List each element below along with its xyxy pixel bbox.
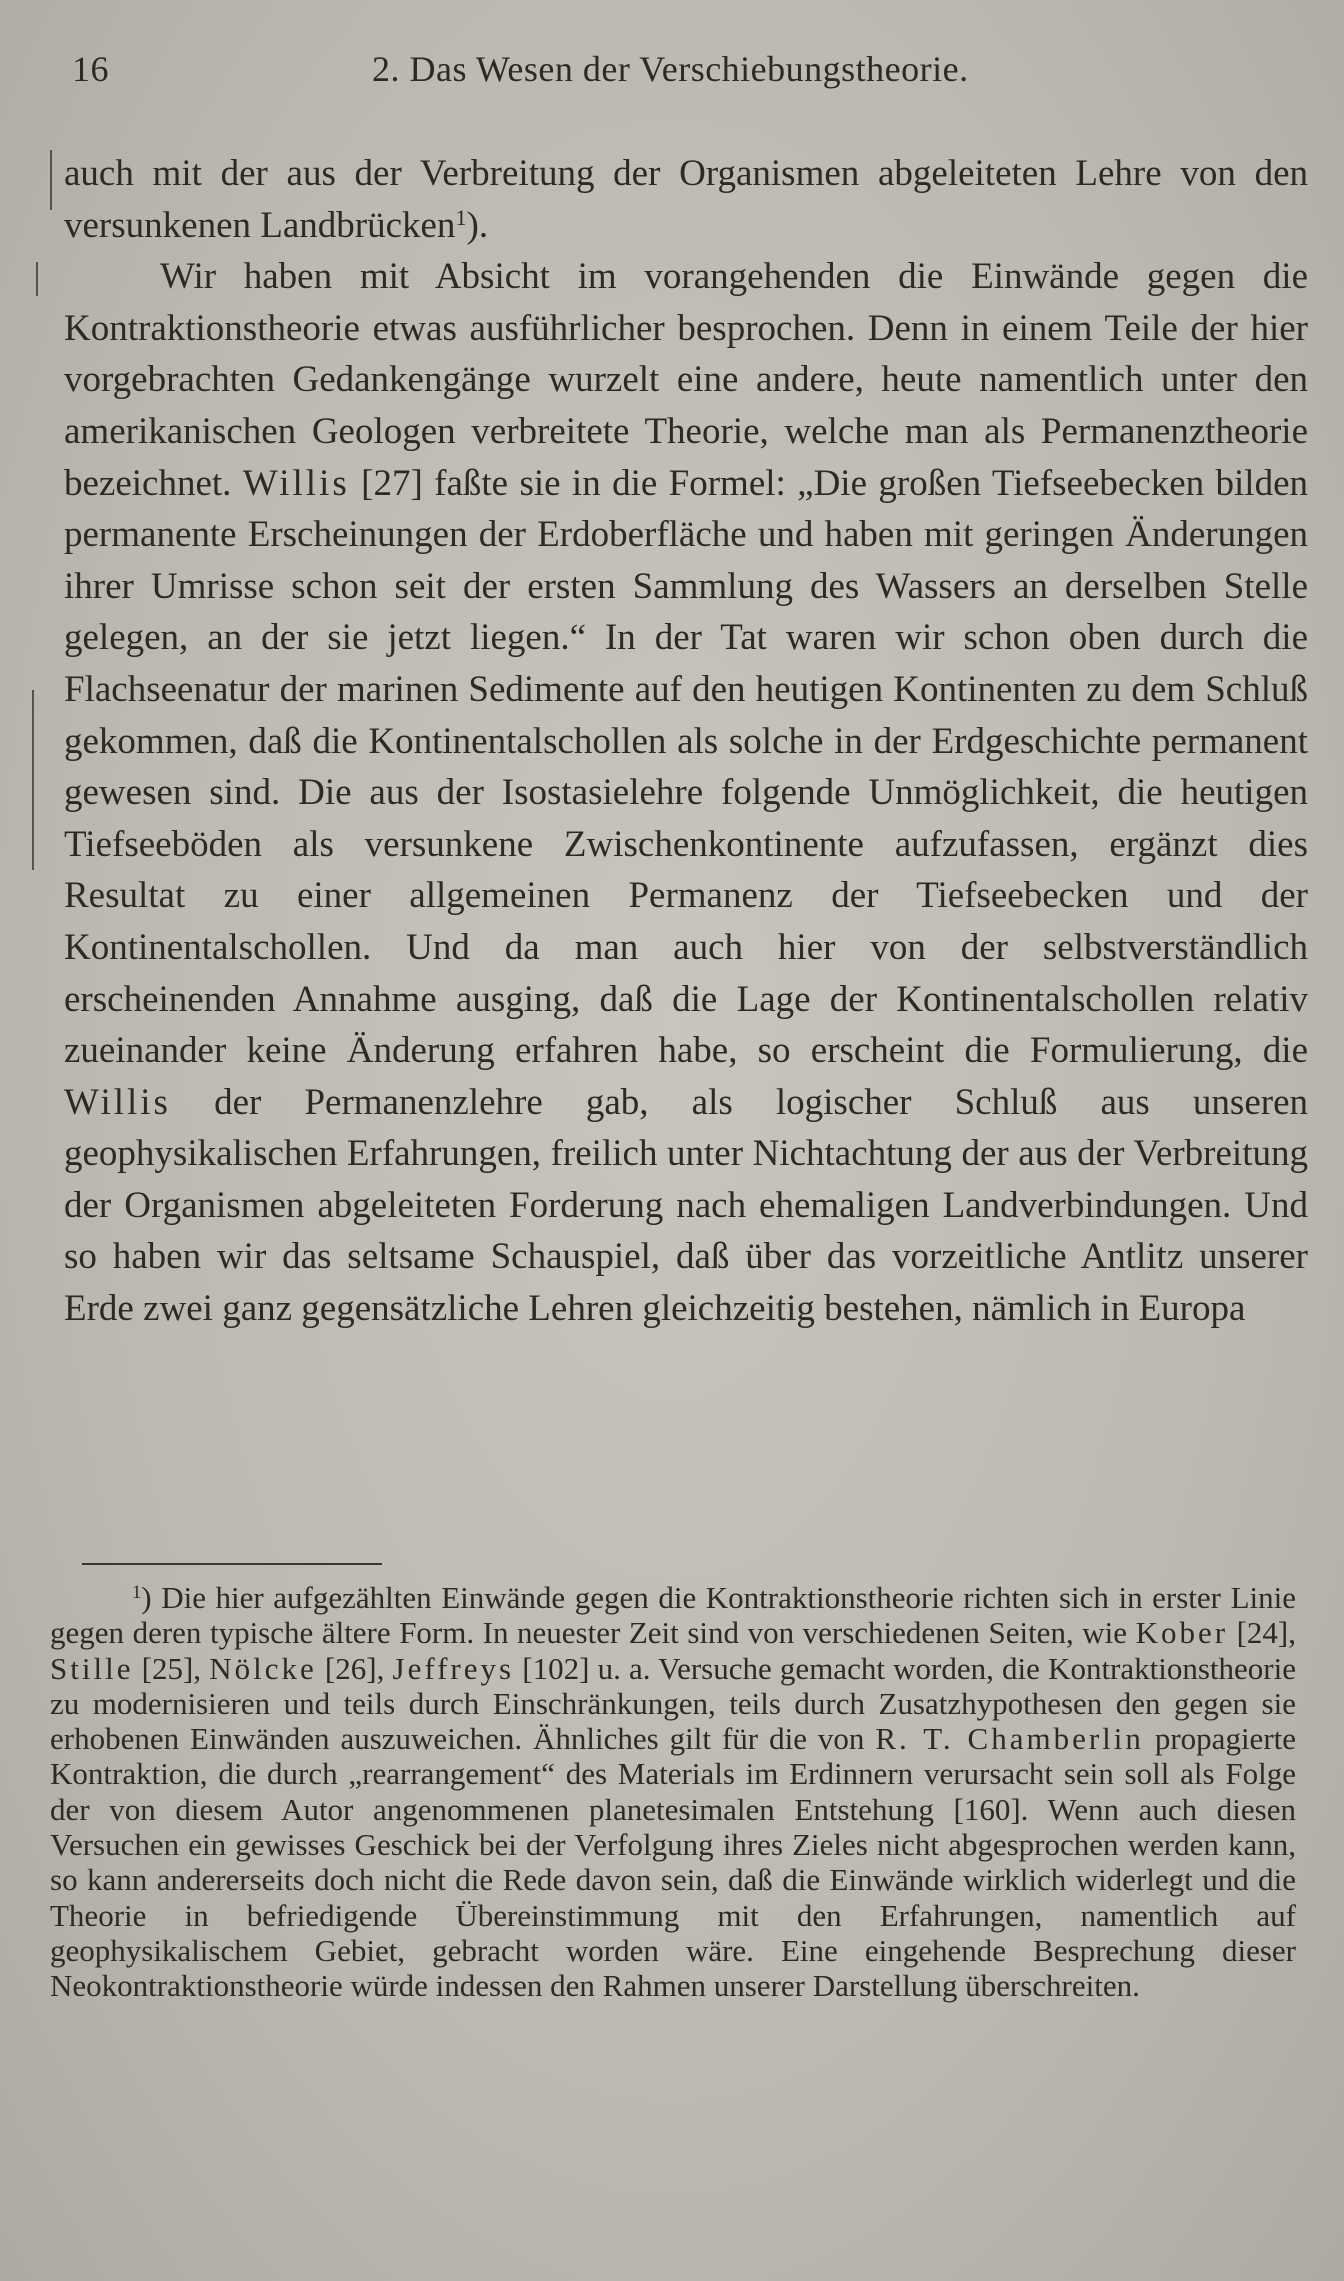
margin-pencil-mark [36,262,38,296]
paragraph [64,251,1308,1334]
paragraph-text: Wir haben mit Absicht im vorangehenden die Einwände gegen die Kontraktionstheorie etwas ausführlicher besprochen. Denn in einem Teile der hier vorgebrachten Gedankengänge wurzelt eine andere, heute namentlich unter den amerikanischen Geologen verbreitete Theorie, welche man als Permanenztheorie bezeichnet. [64,256,1308,504]
footnote-text: [26], [316,1650,393,1686]
footnote-text: [102] u. a. Versuche gemacht worden, die Kontraktionstheorie zu modernisieren und teils durch Einschränkungen, teils durch Zusatzhypothesen den gegen sie erhobenen Einwänden auszuweichen. Ähnliches gilt für die von [50,1650,1297,1757]
paragraph-text: der Permanenzlehre gab, als logischer Schluß aus unseren geophysikalischen Erfahrungen, freilich unter Nichtachtung der aus der Verbreitung der Organismen abgeleiteten Forderung nach ehemaligen Landverbindungen. Und so haben wir das seltsame Schauspiel, daß über das vorzeitliche Antlitz unserer Erde zwei ganz gegensätzliche Lehren gleichzeitig bestehen, nämlich in Europa [64,1081,1308,1330]
paragraph-continuation [64,148,1308,251]
page-header [72,48,1272,98]
author-name: Willis [64,1081,171,1123]
author-name: Jeffreys [392,1650,515,1686]
paragraph-text: auch mit der aus der Verbreitung der Organismen abgeleiteten Lehre von den versunkenen Landbrücken [64,153,1308,246]
author-name: Kober [1135,1615,1229,1651]
footnote-text: [24], [1228,1615,1296,1651]
margin-pencil-mark [32,690,34,870]
author-name: Stille [50,1650,134,1686]
footnote-text: ) Die hier aufgezählten Einwände gegen die Kontraktionstheorie richten sich in erster Linie gegen deren typische ältere Form. In neuester Zeit sind von verschiedenen Seiten, wie [50,1580,1296,1651]
footnote [50,1580,1296,2004]
page-number: 16 [72,49,109,89]
author-name: Willis [242,462,350,504]
footnote-paragraph [50,1580,1296,2004]
paragraph-text-end: ). [466,204,489,246]
margin-pencil-mark [50,150,52,210]
author-name: Nölcke [209,1650,317,1686]
footnote-divider [82,1563,382,1565]
paragraph-text: [27] faßte sie in die Formel: „Die großen Tiefseebecken bilden permanente Erscheinungen der Erdoberfläche und haben mit geringen Änderungen ihrer Umrisse schon seit der ersten Sammlung des Wassers an derselben Stelle gelegen, an der sie jetzt liegen.“ In der Tat waren wir schon oben durch die Flachseenatur der marinen Sedimente auf den heutigen Kontinenten zu dem Schluß gekommen, daß die Kontinentalschollen als solche in der Erdgeschichte permanent gewesen sind. Die aus der Isostasielehre folgende Unmöglichkeit, die heutigen Tiefseeböden als versunkene Zwischenkontinente aufzufassen, ergänzt dies Resultat zu einer allgemeinen Permanenz der Tiefseebecken und der Kontinentalschollen. Und da man auch hier von der selbstverständlich erscheinenden Annahme ausging, daß die Lage der Kontinentalschollen relativ zueinander keine Änderung erfahren habe, so erscheint die Formulierung, die [64,462,1308,1072]
footnote-reference: 1 [455,204,467,230]
footnote-marker: 1 [132,1581,142,1603]
main-text [64,148,1308,1335]
author-name: R. T. Chamberlin [875,1721,1144,1757]
running-title: 2. Das Wesen der Verschiebungstheorie. [372,49,969,89]
footnote-text: [25], [133,1650,210,1686]
footnote-text: propagierte Kontraktion, die durch „rearrangement“ des Materials im Erdinnern verursacht sein soll als Folge der von diesem Autor angenommenen planetesimalen Entstehung [160]. Wenn auch diesen Versuchen ein gewisses Geschick bei der Verfolgung ihres Zieles nicht abgesprochen werden kann, so kann andererseits doch nicht die Rede davon sein, daß die Einwände wirklich widerlegt und die Theorie in befriedigende Übereinstimmung mit den Erfahrungen, namentlich auf geophysikalischem Gebiet, gebracht worden wäre. Eine eingehende Besprechung dieser Neokontraktionstheorie würde indessen den Rahmen unserer Darstellung überschreiten. [50,1721,1297,2004]
